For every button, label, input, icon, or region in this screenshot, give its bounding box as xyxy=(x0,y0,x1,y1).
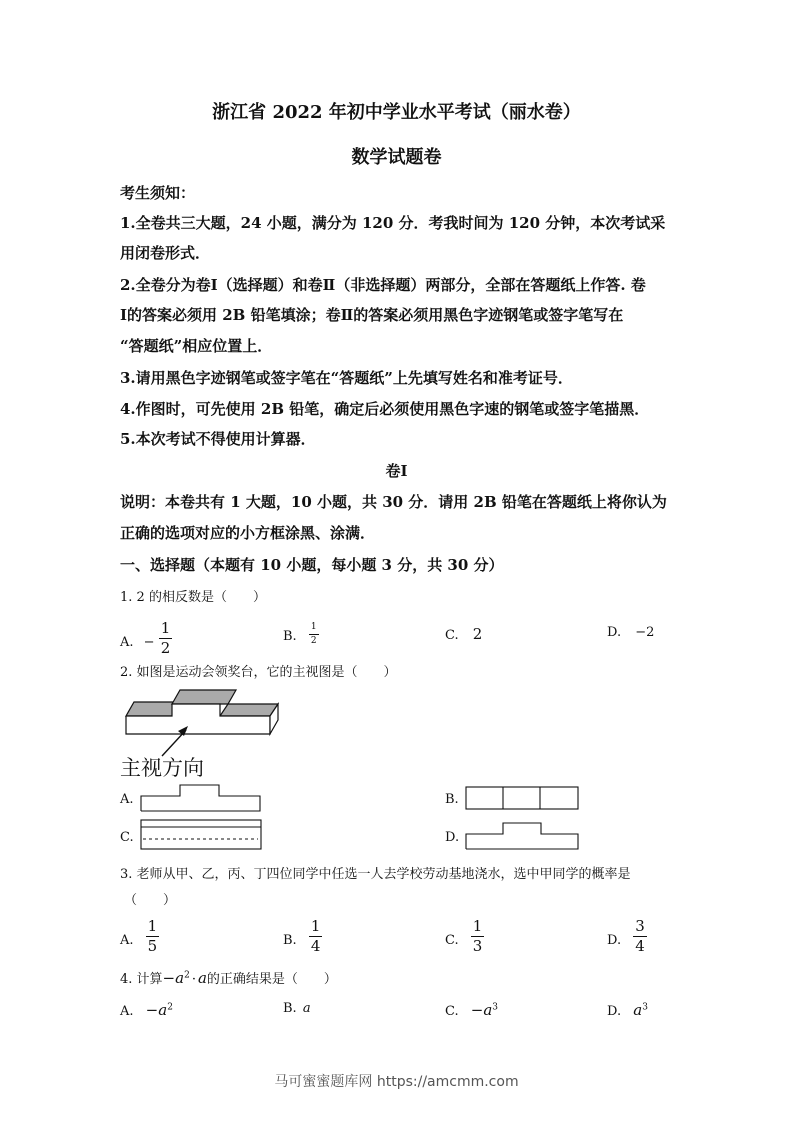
numerator: 1 xyxy=(160,619,171,637)
q4-option-b xyxy=(283,1001,311,1016)
denominator: 4 xyxy=(310,937,321,955)
minus-sign: − xyxy=(143,635,155,650)
q1-option-c xyxy=(445,625,482,643)
numerator: 1 xyxy=(310,917,321,935)
variable: a xyxy=(483,1001,493,1019)
numerator: 1 xyxy=(147,917,158,935)
fraction xyxy=(309,919,323,954)
q3-stem-2: （ ） xyxy=(124,893,177,908)
option-value: 2 xyxy=(472,625,483,643)
q4-stem-suffix: 的正确结果是（ ） xyxy=(206,972,337,987)
q4-stem xyxy=(120,968,337,987)
q4-stem-prefix: 4. 计算 xyxy=(120,972,163,987)
q4-option-a xyxy=(120,1001,173,1019)
option-value: −2 xyxy=(635,625,655,640)
variable: a xyxy=(633,1001,643,1019)
exponent: 2 xyxy=(184,970,190,981)
minus-sign: − xyxy=(470,1001,484,1019)
multiply-dot: · xyxy=(191,972,196,987)
q2-option-c-label: C. xyxy=(120,830,134,845)
variable: a xyxy=(158,1001,168,1019)
notice-line-3: 2.全卷分为卷Ⅰ（选择题）和卷Ⅱ（非选择题）两部分，全部在答题纸上作答. 卷 xyxy=(120,276,646,294)
q3-option-a xyxy=(120,917,159,958)
section-heading: 一、选择题（本题有 10 小题，每小题 3 分，共 30 分） xyxy=(120,556,504,574)
option-label: C. xyxy=(445,1004,459,1019)
notice-line-1: 1.全卷共三大题，24 小题，满分为 120 分．考我时间为 120 分钟，本次考试采 xyxy=(120,214,666,232)
fraction xyxy=(309,623,319,646)
numerator: 3 xyxy=(635,917,645,935)
variable: a xyxy=(175,969,185,987)
q2-stem: 2. 如图是运动会领奖台，它的主视图是（ ） xyxy=(120,665,397,680)
q1-option-b xyxy=(283,622,319,648)
option-label: A. xyxy=(120,1004,134,1019)
exam-subtitle: 数学试题卷 xyxy=(351,147,442,168)
q3-option-d xyxy=(607,917,647,958)
notice-line-8: 5.本次考试不得使用计算器． xyxy=(120,430,316,448)
option-label: C. xyxy=(445,933,459,948)
figure-caption: 主视方向 xyxy=(120,756,204,780)
q1-option-d xyxy=(607,625,654,640)
variable: a xyxy=(302,1001,311,1016)
numerator: 1 xyxy=(472,917,483,935)
option-label: B. xyxy=(283,933,297,948)
option-label: B. xyxy=(283,629,297,644)
q2-option-d-figure xyxy=(465,822,581,850)
q3-option-b xyxy=(283,917,322,958)
q1-option-a xyxy=(120,619,172,660)
volume-desc-1: 说明：本卷共有 1 大题，10 小题，共 30 分．请用 2B 铅笔在答题纸上将你认为 xyxy=(120,493,667,511)
q2-option-a-label: A. xyxy=(120,792,134,807)
footer-watermark: 马可蜜蜜题库网 https://amcmm.com xyxy=(274,1074,519,1090)
option-label: D. xyxy=(607,1004,622,1019)
q1-stem: 1. 2 的相反数是（ ） xyxy=(120,590,266,605)
exponent: 3 xyxy=(492,1002,499,1013)
minus-sign: − xyxy=(145,1001,159,1019)
option-label: B. xyxy=(283,1001,297,1016)
denominator: 2 xyxy=(310,636,317,646)
variable: a xyxy=(197,969,207,987)
fraction xyxy=(633,919,647,954)
notice-line-6: 3.请用黑色字迹钢笔或签字笔在“答题纸”上先填写姓名和准考证号． xyxy=(120,369,573,387)
option-label: A. xyxy=(120,635,134,650)
notice-line-4: Ⅰ的答案必须用 2B 铅笔填涂；卷Ⅱ的答案必须用黑色字迹钢笔或签字笔写在 xyxy=(120,306,624,324)
q2-option-d-label: D. xyxy=(445,830,460,845)
denominator: 3 xyxy=(472,937,483,955)
denominator: 2 xyxy=(160,639,171,657)
exponent: 2 xyxy=(167,1002,173,1013)
q4-option-c xyxy=(445,1001,498,1019)
fraction xyxy=(159,621,173,656)
numerator: 1 xyxy=(309,623,319,635)
q2-option-b-figure xyxy=(465,786,581,811)
denominator: 5 xyxy=(147,937,158,955)
notice-heading: 考生须知： xyxy=(120,184,196,202)
option-label: A. xyxy=(120,933,134,948)
q3-option-c xyxy=(445,917,484,958)
q2-option-b-label: B. xyxy=(445,792,459,807)
minus-sign: − xyxy=(162,969,176,987)
q4-option-d xyxy=(607,1001,648,1019)
fraction xyxy=(471,919,485,954)
exponent: 3 xyxy=(642,1002,648,1013)
volume-heading: 卷Ⅰ xyxy=(385,462,408,480)
notice-line-7: 4.作图时，可先使用 2B 铅笔，确定后必须使用黑色字速的钢笔或签字笔描黑． xyxy=(120,400,650,418)
denominator: 4 xyxy=(635,937,645,955)
option-label: D. xyxy=(607,933,622,948)
q2-option-c-figure xyxy=(140,819,264,851)
option-label: C. xyxy=(445,628,459,643)
exam-title: 浙江省 2022 年初中学业水平考试（丽水卷） xyxy=(212,102,581,123)
option-label: D. xyxy=(607,625,622,640)
q2-option-a-figure xyxy=(140,784,264,812)
volume-desc-2: 正确的选项对应的小方框涂黑、涂满． xyxy=(120,524,376,542)
q3-stem-1: 3. 老师从甲、乙，丙、丁四位同学中任选一人去学校劳动基地浇水，选中甲同学的概率是 xyxy=(120,867,631,882)
notice-line-2: 用闭卷形式． xyxy=(120,244,211,262)
fraction xyxy=(146,919,160,954)
notice-line-5: “答题纸”相应位置上． xyxy=(120,337,273,355)
